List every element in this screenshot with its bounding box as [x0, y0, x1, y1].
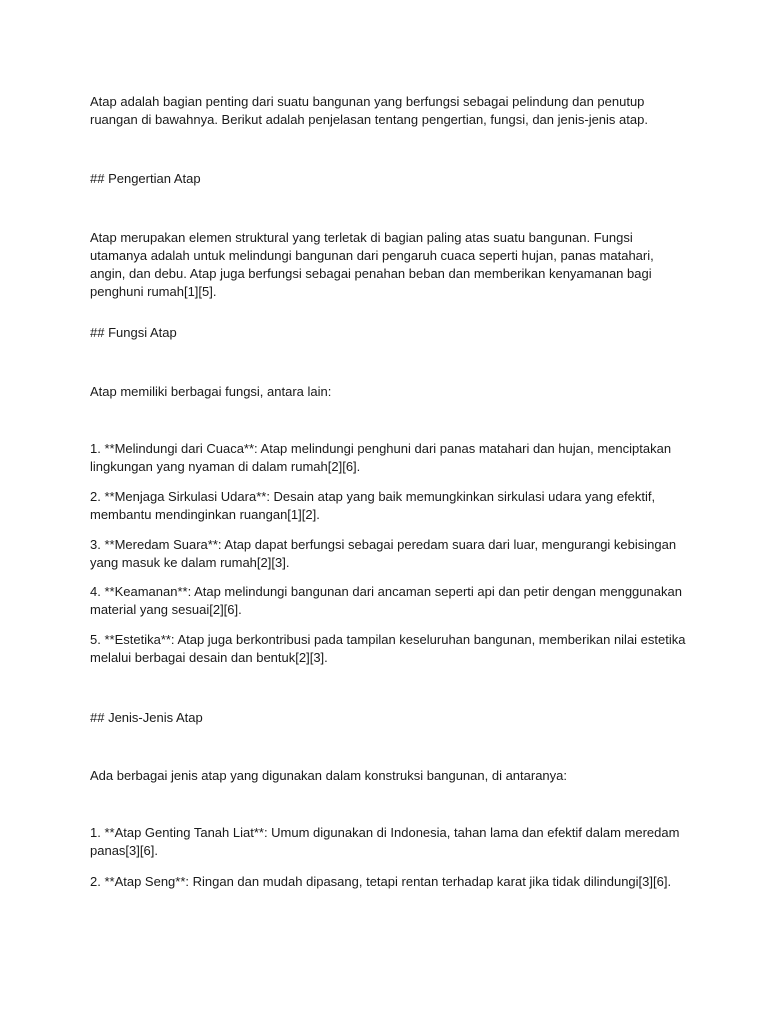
- list-item: 2. **Menjaga Sirkulasi Udara**: Desain atap yang baik memungkinkan sirkulasi udara yang efektif, membantu mendinginkan ruangan[1][2].: [90, 489, 656, 522]
- list-item: 1. **Melindungi dari Cuaca**: Atap melindungi penghuni dari panas matahari dan hujan, menciptakan lingkungan yang nyaman di dalam rumah[2][6].: [90, 441, 672, 474]
- pengertian-paragraph: Atap merupakan elemen struktural yang terletak di bagian paling atas suatu bangunan. Fungsi utamanya adalah untuk melindungi bangunan dari pengaruh cuaca seperti hujan, panas matahari, angin, dan debu. Atap juga berfungsi sebagai penahan beban dan memberikan kenyamanan bagi penghuni rumah[1][5].: [90, 230, 654, 299]
- fungsi-intro: Atap memiliki berbagai fungsi, antara lain:: [90, 384, 332, 399]
- jenis-intro: Ada berbagai jenis atap yang digunakan dalam konstruksi bangunan, di antaranya:: [90, 768, 568, 783]
- heading-jenis: ## Jenis-Jenis Atap: [90, 710, 203, 725]
- list-item: 4. **Keamanan**: Atap melindungi bangunan dari ancaman seperti api dan petir dengan menggunakan material yang sesuai[2][6].: [90, 584, 682, 617]
- list-item: 2. **Atap Seng**: Ringan dan mudah dipasang, tetapi rentan terhadap karat jika tidak dilindungi[3][6].: [90, 874, 672, 889]
- heading-fungsi: ## Fungsi Atap: [90, 325, 177, 340]
- list-item: 5. **Estetika**: Atap juga berkontribusi pada tampilan keseluruhan bangunan, memberikan nilai estetika melalui berbagai desain dan bentuk[2][3].: [90, 632, 686, 665]
- list-item: 3. **Meredam Suara**: Atap dapat berfungsi sebagai peredam suara dari luar, mengurangi kebisingan yang masuk ke dalam rumah[2][3].: [90, 537, 677, 570]
- intro-paragraph: Atap adalah bagian penting dari suatu bangunan yang berfungsi sebagai pelindung dan penutup ruangan di bawahnya. Berikut adalah penjelasan tentang pengertian, fungsi, dan jenis-jenis atap.: [90, 94, 648, 127]
- heading-pengertian: ## Pengertian Atap: [90, 171, 201, 186]
- list-item: 1. **Atap Genting Tanah Liat**: Umum digunakan di Indonesia, tahan lama dan efektif dalam meredam panas[3][6].: [90, 825, 680, 858]
